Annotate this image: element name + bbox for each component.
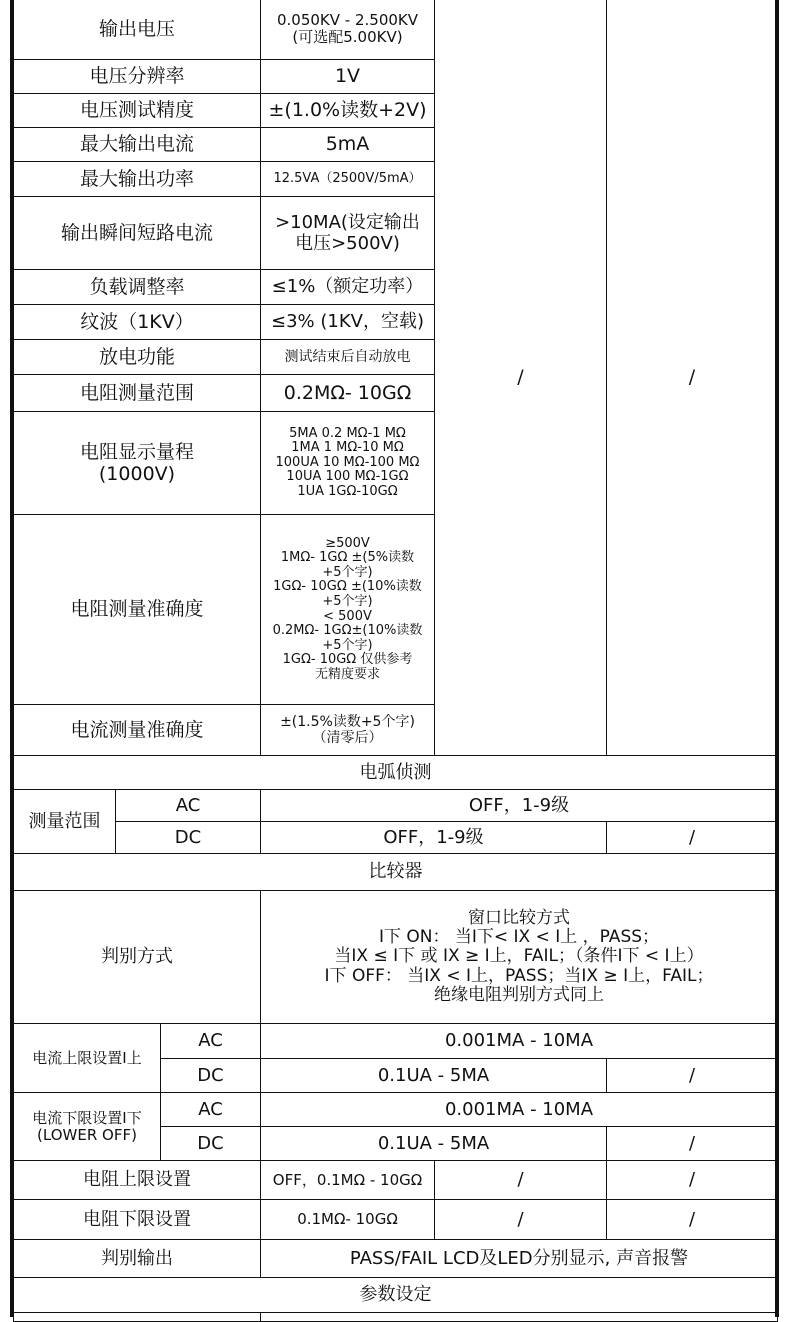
label-arc-ac: AC	[115, 789, 261, 822]
table-outer-border-left	[10, 0, 14, 1317]
table-continuation-left	[13, 1312, 261, 1322]
label-current-upper-dc: DC	[160, 1058, 261, 1093]
label-arc-range: 测量范围	[13, 789, 116, 854]
label-resistance-display: 电阻显示量程 (1000V)	[13, 411, 261, 515]
value-max-power: 12.5VA（2500V/5mA）	[260, 161, 435, 197]
value-resistance-lower: 0.1MΩ- 10GΩ	[260, 1199, 435, 1240]
value-resistance-accuracy: ≥500V 1MΩ- 1GΩ ±(5%读数 +5个字) 1GΩ- 10GΩ ±(10%读数 +5个字) < 500V 0.2MΩ- 1GΩ±(10%读数 +5个字) 1GΩ- 10GΩ 仅供参考 无精度要求	[260, 514, 435, 705]
label-output-voltage: 输出电压	[13, 0, 261, 60]
value-current-upper-dc-col4: /	[606, 1058, 778, 1093]
label-load-regulation: 负载调整率	[13, 269, 261, 305]
label-current-lower-dc: DC	[160, 1126, 261, 1161]
label-judge-output: 判别输出	[13, 1239, 261, 1278]
label-arc-dc: DC	[115, 821, 261, 854]
label-current-lower: 电流下限设置I下 (LOWER OFF)	[13, 1092, 161, 1161]
value-load-regulation: ≤1%（额定功率）	[260, 269, 435, 305]
table-continuation-right	[260, 1312, 778, 1322]
label-resistance-range: 电阻测量范围	[13, 374, 261, 412]
value-max-current: 5mA	[260, 127, 435, 162]
label-max-power: 最大输出功率	[13, 161, 261, 197]
value-discharge: 测试结束后自动放电	[260, 339, 435, 375]
label-voltage-resolution: 电压分辨率	[13, 59, 261, 94]
label-resistance-upper: 电阻上限设置	[13, 1160, 261, 1200]
label-short-current: 输出瞬间短路电流	[13, 196, 261, 270]
value-resistance-display: 5MA 0.2 MΩ-1 MΩ 1MA 1 MΩ-10 MΩ 100UA 10 MΩ-100 MΩ 10UA 100 MΩ-1GΩ 1UA 1GΩ-10GΩ	[260, 411, 435, 515]
value-arc-ac: OFF，1-9级	[260, 789, 778, 822]
value-resistance-upper: OFF，0.1MΩ - 10GΩ	[260, 1160, 435, 1200]
label-voltage-accuracy: 电压测试精度	[13, 93, 261, 128]
section-comparator: 比较器	[13, 853, 778, 891]
value-resistance-upper-col3: /	[434, 1160, 607, 1200]
value-current-lower-dc-col4: /	[606, 1126, 778, 1161]
value-current-lower-ac: 0.001MA - 10MA	[260, 1092, 778, 1127]
value-resistance-lower-col4: /	[606, 1199, 778, 1240]
value-current-accuracy: ±(1.5%读数+5个字) （清零后）	[260, 704, 435, 756]
value-arc-dc: OFF，1-9级	[260, 821, 607, 854]
label-resistance-accuracy: 电阻测量准确度	[13, 514, 261, 705]
value-arc-dc-col4: /	[606, 821, 778, 854]
section-arc: 电弧侦测	[13, 755, 778, 790]
label-current-upper-ac: AC	[160, 1023, 261, 1059]
label-ripple: 纹波（1KV）	[13, 304, 261, 340]
label-current-upper: 电流上限设置I上	[13, 1023, 161, 1093]
label-current-lower-ac: AC	[160, 1092, 261, 1127]
merged-col3: /	[434, 0, 607, 756]
table-outer-border-right	[775, 0, 779, 1317]
value-resistance-range: 0.2MΩ- 10GΩ	[260, 374, 435, 412]
value-output-voltage: 0.050KV - 2.500KV (可选配5.00KV)	[260, 0, 435, 60]
value-current-upper-dc: 0.1UA - 5MA	[260, 1058, 607, 1093]
value-current-lower-dc: 0.1UA - 5MA	[260, 1126, 607, 1161]
value-resistance-lower-col3: /	[434, 1199, 607, 1240]
section-params: 参数设定	[13, 1277, 778, 1313]
value-judge-output: PASS/FAIL LCD及LED分别显示, 声音报警	[260, 1239, 778, 1278]
value-current-upper-ac: 0.001MA - 10MA	[260, 1023, 778, 1059]
value-voltage-accuracy: ±(1.0%读数+2V)	[260, 93, 435, 128]
label-judge-mode: 判别方式	[13, 890, 261, 1024]
value-short-current: >10MA(设定输出 电压>500V)	[260, 196, 435, 270]
label-discharge: 放电功能	[13, 339, 261, 375]
value-judge-mode: 窗口比较方式 I下 ON： 当I下< IX < I上 ，PASS； 当IX ≤ I下 或 IX ≥ I上，FAIL；（条件I下 < I上） I下 OFF： 当IX < I上，PASS；当IX ≥ I上，FAIL； 绝缘电阻判别方式同上	[260, 890, 778, 1024]
value-ripple: ≤3% (1KV，空载)	[260, 304, 435, 340]
value-voltage-resolution: 1V	[260, 59, 435, 94]
label-resistance-lower: 电阻下限设置	[13, 1199, 261, 1240]
label-max-current: 最大输出电流	[13, 127, 261, 162]
value-resistance-upper-col4: /	[606, 1160, 778, 1200]
merged-col4: /	[606, 0, 778, 756]
label-current-accuracy: 电流测量准确度	[13, 704, 261, 756]
